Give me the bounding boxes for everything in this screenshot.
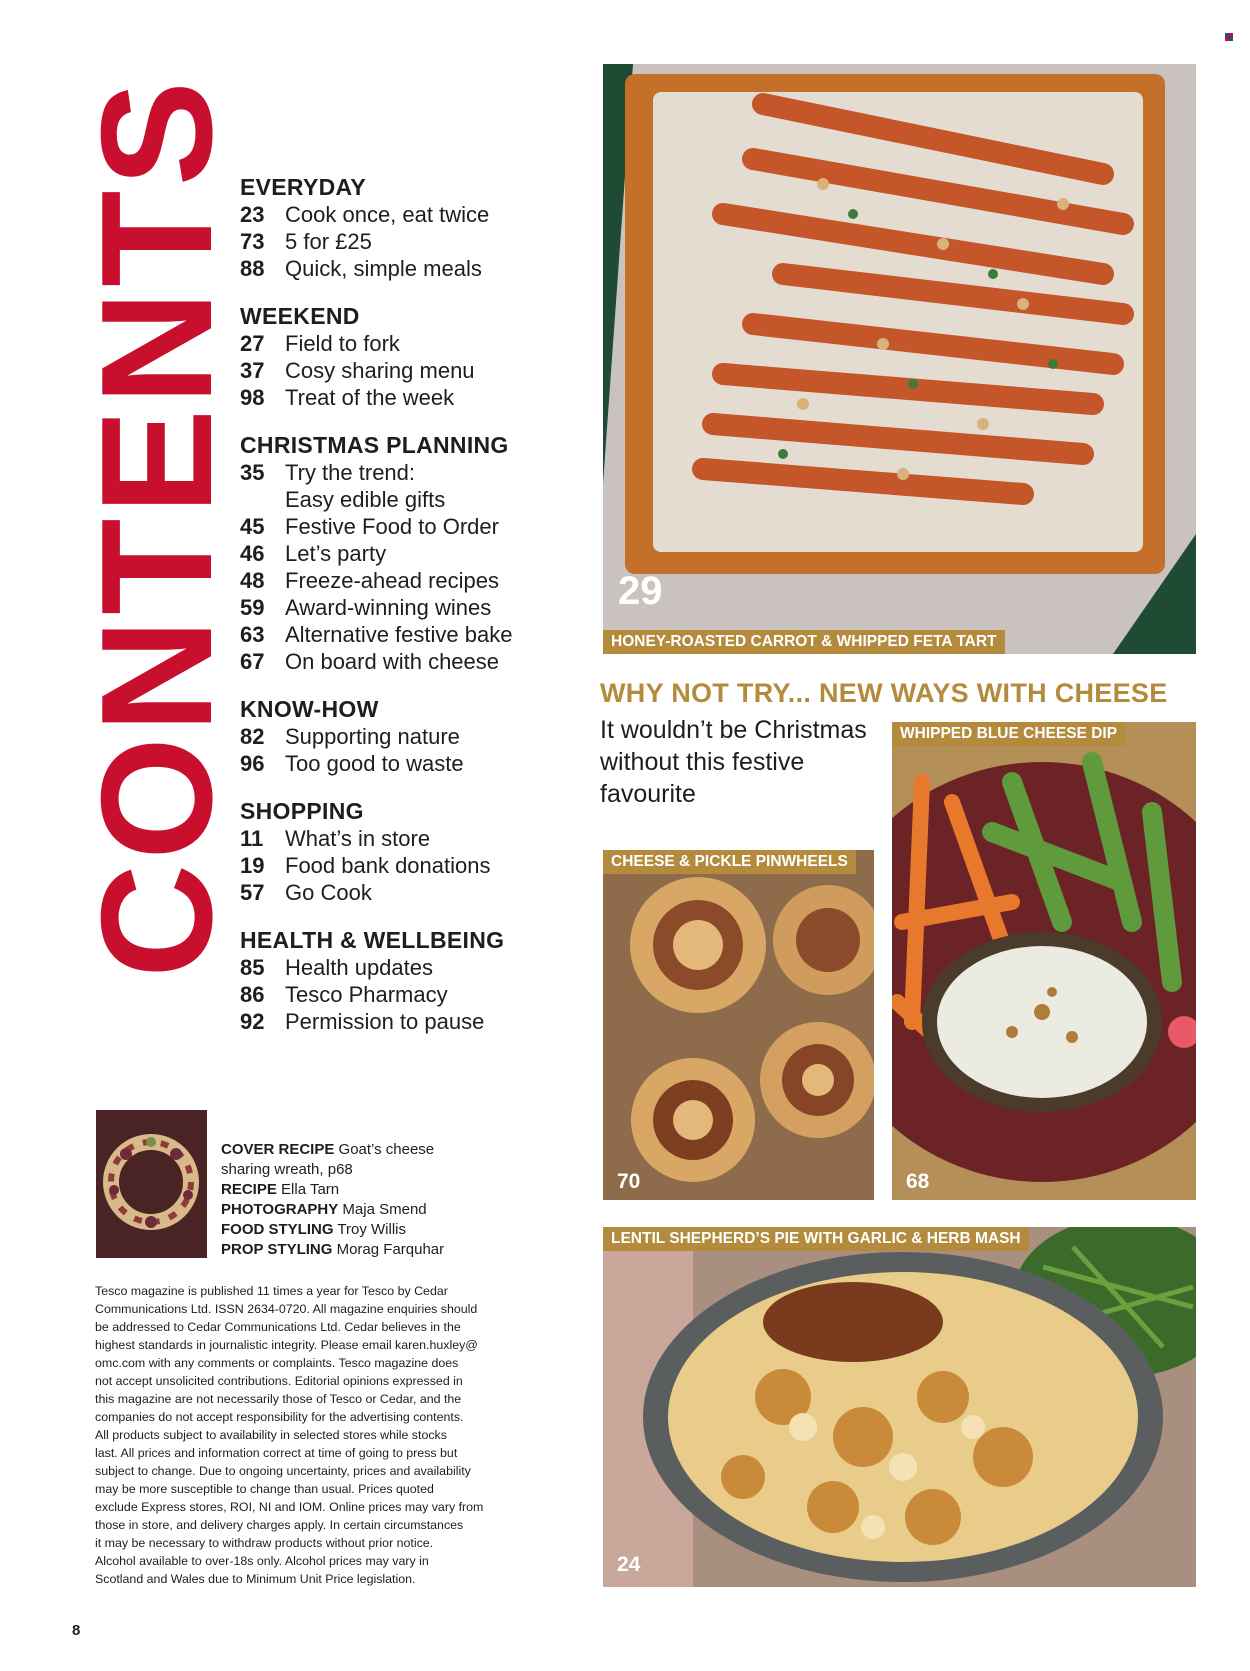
entry-title: What’s in store [285, 826, 431, 851]
toc-entry[interactable] [240, 825, 570, 852]
section-title: KNOW-HOW [240, 696, 379, 722]
shepherds-pie-page-number: 24 [617, 1553, 641, 1576]
legal-line: exclude Express stores, ROI, NI and IOM. Online prices may vary from [95, 1500, 484, 1514]
legal-notice [95, 1282, 515, 1588]
toc-section-christmas-planning [240, 431, 570, 675]
table-of-contents [240, 173, 570, 1055]
pinwheels-page-number: 70 [617, 1170, 641, 1193]
page-ref: 82 [240, 724, 265, 749]
page-ref: 48 [240, 568, 265, 593]
legal-line: subject to change. Due to ongoing uncertainty, prices and availability [95, 1464, 471, 1478]
legal-line: this magazine are not necessarily those of Tesco or Cedar, and the [95, 1392, 462, 1406]
toc-entry[interactable] [240, 228, 570, 255]
page-ref: 85 [240, 955, 265, 980]
entry-title: Cosy sharing menu [285, 358, 475, 383]
entry-title: Supporting nature [285, 724, 460, 749]
section-title: CHRISTMAS PLANNING [240, 432, 509, 458]
credit-photography [221, 1200, 461, 1220]
entry-title: Cook once, eat twice [285, 202, 490, 227]
legal-line: may be more susceptible to change than usual. Prices quoted [95, 1482, 434, 1496]
toc-entry[interactable] [240, 255, 570, 282]
pinwheels-illustration [603, 850, 874, 1200]
legal-line: be addressed to Cedar Communications Ltd. Cedar believes in the [95, 1320, 461, 1334]
entry-title: Food bank donations [285, 853, 491, 878]
legal-line: omc.com with any comments or complaints. Tesco magazine does [95, 1356, 459, 1370]
legal-line: highest standards in journalistic integrity. Please email karen.huxley@ [95, 1338, 478, 1352]
toc-entry[interactable] [240, 513, 570, 540]
section-title: HEALTH & WELLBEING [240, 927, 505, 953]
entry-title: Award-winning wines [285, 595, 492, 620]
legal-line: it may be necessary to withdraw products without prior notice. [95, 1536, 434, 1550]
section-title: EVERYDAY [240, 174, 366, 200]
credit-value: Goat’s cheese sharing wreath, p68 [221, 1141, 435, 1178]
page-ref: 27 [240, 331, 265, 356]
legal-line: Communications Ltd. ISSN 2634-0720. All magazine enquiries should [95, 1302, 478, 1316]
entry-title: On board with cheese [285, 649, 500, 674]
legal-line: those in store, and delivery charges apply. In certain circumstances [95, 1518, 464, 1532]
credit-food-styling [221, 1220, 461, 1240]
entry-title: Alternative festive bake [285, 622, 513, 647]
page-ref: 73 [240, 229, 265, 254]
page-ref: 92 [240, 1009, 265, 1034]
page-ref: 11 [240, 826, 264, 851]
contents-heading: CONTENTS [69, 77, 245, 978]
legal-line: All products subject to availability in selected stores while stocks [95, 1428, 447, 1442]
entry-title: Too good to waste [285, 751, 464, 776]
shepherds-pie-photo[interactable] [603, 1227, 1196, 1587]
credit-value: Maja Smend [342, 1201, 427, 1218]
tart-illustration [603, 64, 1196, 654]
credit-label: PHOTOGRAPHY [221, 1201, 339, 1218]
tart-photo[interactable] [603, 64, 1196, 654]
dip-illustration [892, 722, 1196, 1200]
credit-value: Morag Farquhar [336, 1241, 445, 1258]
toc-entry[interactable] [240, 357, 570, 384]
cover-thumbnail-image[interactable] [96, 1110, 207, 1258]
page-ref: 59 [240, 595, 265, 620]
entry-title: Quick, simple meals [285, 256, 482, 281]
toc-entry[interactable] [240, 384, 570, 411]
toc-entry[interactable] [240, 567, 570, 594]
legal-line: companies do not accept responsibility for the advertising contents. [95, 1410, 464, 1424]
page-ref: 88 [240, 256, 265, 281]
tart-caption: HONEY-ROASTED CARROT & WHIPPED FETA TART [603, 630, 1005, 654]
toc-entry[interactable] [240, 594, 570, 621]
credit-label: RECIPE [221, 1181, 277, 1198]
toc-entry[interactable] [240, 459, 570, 486]
credit-value: Troy Willis [337, 1221, 407, 1238]
page-ref [240, 486, 285, 513]
toc-section-know-how [240, 695, 570, 777]
toc-entry[interactable] [240, 879, 570, 906]
page-ref: 86 [240, 982, 265, 1007]
legal-line: Tesco magazine is published 11 times a year for Tesco by Cedar [95, 1284, 448, 1298]
entry-title: Health updates [285, 955, 433, 980]
toc-entry[interactable] [240, 954, 570, 981]
entry-title: 5 for £25 [285, 229, 372, 254]
dip-caption: WHIPPED BLUE CHEESE DIP [892, 722, 1125, 746]
toc-entry[interactable] [240, 330, 570, 357]
pinwheels-photo[interactable] [603, 850, 874, 1200]
wreath-illustration [96, 1110, 207, 1258]
toc-section-health-wellbeing [240, 926, 570, 1035]
page-ref: 19 [240, 853, 265, 878]
entry-title: Try the trend: [285, 460, 416, 485]
entry-title: Freeze-ahead recipes [285, 568, 500, 593]
entry-title: Go Cook [285, 880, 372, 905]
section-title: WEEKEND [240, 303, 360, 329]
page-ref: 63 [240, 622, 265, 647]
legal-line: Scotland and Wales due to Minimum Unit Price legislation. [95, 1572, 416, 1586]
dip-page-number: 68 [906, 1170, 930, 1193]
toc-entry[interactable] [240, 852, 570, 879]
tart-page-number: 29 [618, 569, 663, 613]
legal-line: Alcohol available to over-18s only. Alcohol prices may vary in [95, 1554, 429, 1568]
why-not-try-subtitle: It wouldn’t be Christmas without this festive favourite [600, 716, 867, 808]
toc-entry[interactable] [240, 201, 570, 228]
credit-value: Ella Tarn [281, 1181, 340, 1198]
credit-cover-recipe [221, 1140, 461, 1180]
toc-entry[interactable] [240, 723, 570, 750]
credit-label: COVER RECIPE [221, 1141, 335, 1158]
toc-entry[interactable] [240, 750, 570, 777]
cover-credits [221, 1140, 461, 1260]
legal-line: not accept unsolicited contributions. Editorial opinions expressed in [95, 1374, 463, 1388]
entry-title: Festive Food to Order [285, 514, 499, 539]
pinwheels-caption: CHEESE & PICKLE PINWHEELS [603, 850, 856, 874]
entry-title: Field to fork [285, 331, 400, 356]
credit-label: PROP STYLING [221, 1241, 333, 1258]
page-ref: 98 [240, 385, 265, 410]
toc-section-everyday [240, 173, 570, 282]
toc-entry[interactable] [240, 1008, 570, 1035]
toc-entry[interactable] [240, 648, 570, 675]
entry-title: Tesco Pharmacy [285, 982, 448, 1007]
page-ref: 37 [240, 358, 265, 383]
legal-line: last. All prices and information correct at time of going to press but [95, 1446, 458, 1460]
page-number: 8 [72, 1622, 81, 1639]
entry-title: Permission to pause [285, 1009, 485, 1034]
page-ref: 57 [240, 880, 265, 905]
page-ref: 96 [240, 751, 265, 776]
credit-label: FOOD STYLING [221, 1221, 334, 1238]
entry-title: Easy edible gifts [285, 487, 446, 512]
toc-entry[interactable] [240, 486, 570, 513]
entry-title: Let’s party [285, 541, 387, 566]
page-ref: 23 [240, 202, 265, 227]
toc-section-weekend [240, 302, 570, 411]
shepherds-pie-caption: LENTIL SHEPHERD’S PIE WITH GARLIC & HERB MASH [603, 1227, 1029, 1251]
toc-entry[interactable] [240, 981, 570, 1008]
page-ref: 45 [240, 514, 265, 539]
dip-photo[interactable] [892, 722, 1196, 1200]
shepherds-pie-illustration [603, 1227, 1196, 1587]
page-ref: 67 [240, 649, 265, 674]
why-not-try-heading: WHY NOT TRY... NEW WAYS WITH CHEESE [600, 678, 1168, 708]
toc-entry[interactable] [240, 621, 570, 648]
toc-section-shopping [240, 797, 570, 906]
section-title: SHOPPING [240, 798, 364, 824]
corner-logo-mark [1225, 33, 1233, 41]
entry-title: Treat of the week [285, 385, 455, 410]
page-ref: 46 [240, 541, 265, 566]
credit-prop-styling [221, 1240, 461, 1260]
page-ref: 35 [240, 460, 265, 485]
credit-recipe [221, 1180, 461, 1200]
toc-entry[interactable] [240, 540, 570, 567]
